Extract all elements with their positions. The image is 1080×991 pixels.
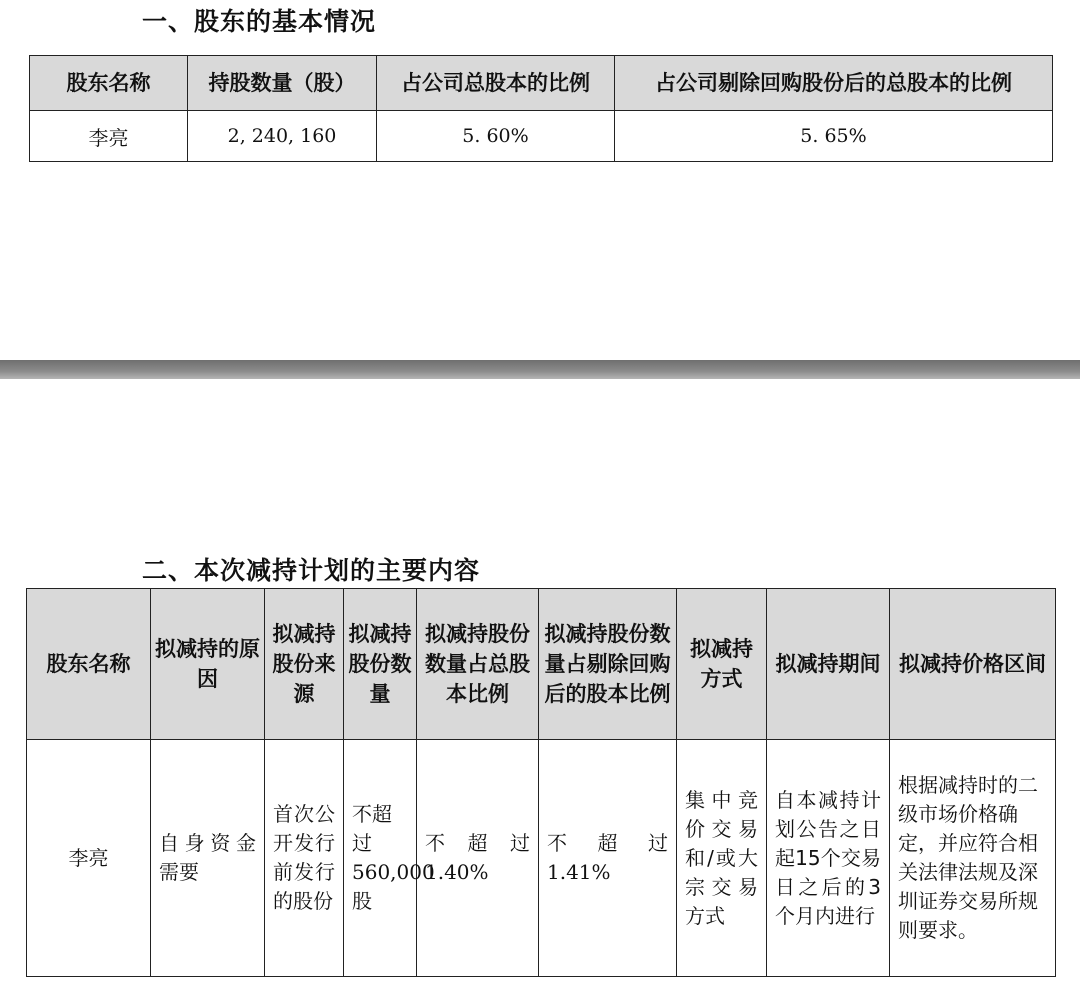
header-shareholder-name: 股东名称: [30, 56, 188, 111]
table-row: [27, 740, 1056, 977]
header-shareholder-name: 股东名称: [27, 589, 151, 740]
table-header-row: [27, 589, 1056, 740]
cell-ratio-excl-repurchase: 不超过1.41%: [539, 740, 677, 977]
cell-shareholder-name: 李亮: [27, 740, 151, 977]
shareholder-basic-info-table: [29, 55, 1053, 162]
cell-reduction-reason: 自身资金需要: [151, 740, 265, 977]
header-ratio-total-share: 拟减持股份数量占总股本比例: [417, 589, 539, 740]
header-reduction-reason: 拟减持的原因: [151, 589, 265, 740]
header-share-source: 拟减持股份来源: [265, 589, 344, 740]
header-reduction-method: 拟减持方式: [677, 589, 767, 740]
header-ratio-excl-repurchase: 拟减持股份数量占剔除回购后的股本比例: [539, 589, 677, 740]
table-row: [30, 111, 1053, 162]
header-ratio-excl-repurchase: 占公司剔除回购股份后的总股本的比例: [615, 56, 1053, 111]
cell-ratio-total-share: 不超过1.40%: [417, 740, 539, 977]
cell-reduction-method: 集中竞价交易和/或大宗交易方式: [677, 740, 767, 977]
cell-reduction-quantity: 不超过560,000股: [344, 740, 417, 977]
section-1-title: 一、股东的基本情况: [142, 7, 377, 36]
header-total-share-ratio: 占公司总股本的比例: [377, 56, 615, 111]
page-separator: [0, 360, 1080, 379]
reduction-plan-table: [26, 588, 1056, 977]
header-reduction-period: 拟减持期间: [767, 589, 890, 740]
cell-share-source: 首次公开发行前发行的股份: [265, 740, 344, 977]
header-price-range: 拟减持价格区间: [890, 589, 1056, 740]
header-shares-held: 持股数量（股）: [188, 56, 377, 111]
cell-reduction-period: 自本减持计划公告之日起15个交易日之后的3个月内进行: [767, 740, 890, 977]
cell-price-range: 根据减持时的二级市场价格确定，并应符合相关法律法规及深圳证券交易所规则要求。: [890, 740, 1056, 977]
section-2-title: 二、本次减持计划的主要内容: [142, 556, 481, 585]
header-reduction-quantity: 拟减持股份数量: [344, 589, 417, 740]
cell-total-share-ratio: 5. 60%: [377, 111, 615, 162]
cell-ratio-excl-repurchase: 5. 65%: [615, 111, 1053, 162]
cell-shareholder-name: 李亮: [30, 111, 188, 162]
cell-shares-held: 2, 240, 160: [188, 111, 377, 162]
table-header-row: [30, 56, 1053, 111]
